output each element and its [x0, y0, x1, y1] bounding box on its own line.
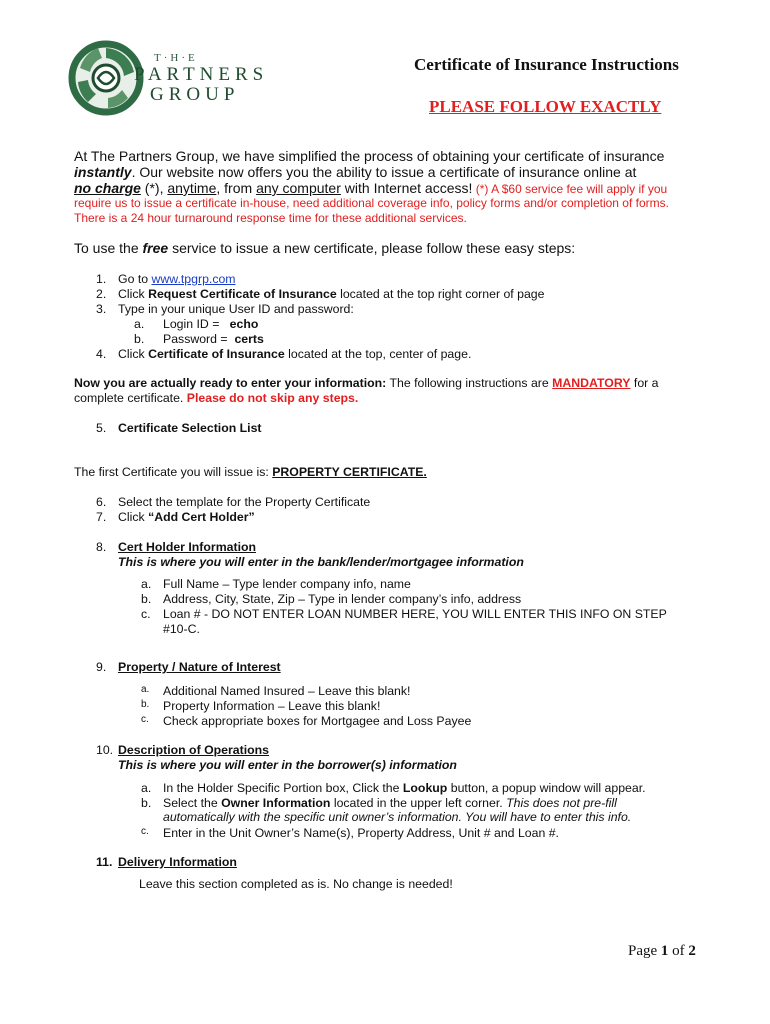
step-7: Click “Add Cert Holder” — [118, 510, 255, 524]
step-4-number: 4. — [96, 347, 107, 361]
step-1: Go to www.tpgrp.com — [118, 272, 236, 286]
step-8c: Loan # - DO NOT ENTER LOAN NUMBER HERE, YOU WILL ENTER THIS INFO ON STEP — [163, 607, 667, 621]
step-10-number: 10. — [96, 743, 114, 757]
step-10-subtitle: This is where you will enter in the borrower(s) information — [118, 758, 457, 772]
step-11-number: 11. — [96, 855, 113, 869]
intro-paragraph: At The Partners Group, we have simplified the process of obtaining your certificate of insurance instantly. Our website now offers you the ability to issue a certificate of insurance online at no charge (*), anytime, from any computer with Internet access! (*) A $60 service fee will apply if you — [74, 148, 668, 196]
tpgrp-link[interactable]: www.tpgrp.com — [151, 272, 236, 286]
no-charge-emphasis: no charge — [74, 180, 141, 196]
step-2-number: 2. — [96, 287, 107, 301]
step-8-number: 8. — [96, 540, 107, 554]
step-9c-letter: c. — [141, 714, 149, 725]
step-10c-letter: c. — [141, 826, 149, 837]
document-title: Certificate of Insurance Instructions — [414, 55, 679, 74]
step-8b-letter: b. — [141, 592, 152, 606]
step-11-text: Leave this section completed as is. No change is needed! — [139, 877, 453, 891]
mandatory-emphasis: MANDATORY — [552, 376, 631, 390]
step-10b-letter: b. — [141, 796, 152, 810]
page-number: Page 1 of 2 — [628, 943, 696, 959]
step-8b: Address, City, State, Zip – Type in lender company’s info, address — [163, 592, 522, 606]
first-certificate-line: The first Certificate you will issue is: PROPERTY CERTIFICATE. — [74, 465, 427, 479]
step-5: Certificate Selection List — [118, 421, 262, 435]
logo-emblem-icon — [70, 42, 142, 114]
step-10a: In the Holder Specific Portion box, Click the Lookup button, a popup window will appear. — [163, 781, 646, 795]
step-1-number: 1. — [96, 272, 107, 286]
step-8-title: Cert Holder Information — [118, 540, 257, 554]
service-fee-note: (*) A $60 service fee will apply if you — [472, 182, 668, 196]
instantly-emphasis: instantly — [74, 164, 132, 180]
step-6-number: 6. — [96, 495, 107, 509]
step-5-number: 5. — [96, 421, 107, 435]
step-8a: Full Name – Type lender company info, name — [163, 577, 411, 591]
follow-exactly-warning: PLEASE FOLLOW EXACTLY — [429, 97, 662, 116]
step-10b-continued: automatically with the specific unit owner’s information. You will have to enter this info. — [163, 810, 632, 824]
step-11-title: Delivery Information — [118, 855, 237, 869]
step-9c: Check appropriate boxes for Mortgagee and Loss Payee — [163, 714, 472, 728]
step-3: Type in your unique User ID and password: — [118, 302, 354, 316]
step-9-title: Property / Nature of Interest — [118, 660, 281, 674]
step-10a-letter: a. — [141, 781, 152, 795]
service-fee-note-continued: require us to issue a certificate in-house, need additional coverage info, policy forms and/or completion of forms. There is a 24 hour turnaround response time for these additional services. — [74, 196, 669, 225]
ready-paragraph-line-2: complete certificate. Please do not skip any steps. — [74, 391, 359, 405]
step-7-number: 7. — [96, 510, 107, 524]
step-10b: Select the Owner Information located in the upper left corner. This does not pre-fill — [163, 796, 617, 810]
logo-the-text: T·H·E — [154, 52, 198, 64]
step-6: Select the template for the Property Certificate — [118, 495, 371, 509]
step-8c-continued: #10-C. — [163, 622, 200, 636]
logo-group-text: GROUP — [150, 84, 240, 105]
login-id-value: echo — [229, 317, 259, 331]
ready-paragraph-line-1: Now you are actually ready to enter your information: The following instructions are MANDATORY for a — [74, 376, 659, 390]
logo-partners-text: PARTNERS — [134, 64, 269, 85]
step-9a: Additional Named Insured – Leave this blank! — [163, 684, 411, 698]
step-3b-password: Password = certs — [163, 332, 264, 346]
step-3a-login: Login ID = echo — [163, 317, 259, 331]
step-10-title: Description of Operations — [118, 743, 269, 757]
step-9b-letter: b. — [141, 699, 150, 710]
step-8a-letter: a. — [141, 577, 152, 591]
step-9-number: 9. — [96, 660, 107, 674]
step-3-number: 3. — [96, 302, 107, 316]
steps-lead-text: To use the free service to issue a new certificate, please follow these easy steps: — [74, 240, 576, 256]
step-9b: Property Information – Leave this blank! — [163, 699, 381, 713]
step-2: Click Request Certificate of Insurance located at the top right corner of page — [118, 287, 545, 301]
step-8-subtitle: This is where you will enter in the bank/lender/mortgagee information — [118, 555, 524, 569]
step-3a-letter: a. — [134, 317, 145, 331]
step-4: Click Certificate of Insurance located at the top, center of page. — [118, 347, 472, 361]
step-8c-letter: c. — [141, 607, 151, 621]
step-9a-letter: a. — [141, 684, 150, 695]
password-value: certs — [234, 332, 264, 346]
step-3b-letter: b. — [134, 332, 145, 346]
step-10c: Enter in the Unit Owner’s Name(s), Property Address, Unit # and Loan #. — [163, 826, 559, 840]
